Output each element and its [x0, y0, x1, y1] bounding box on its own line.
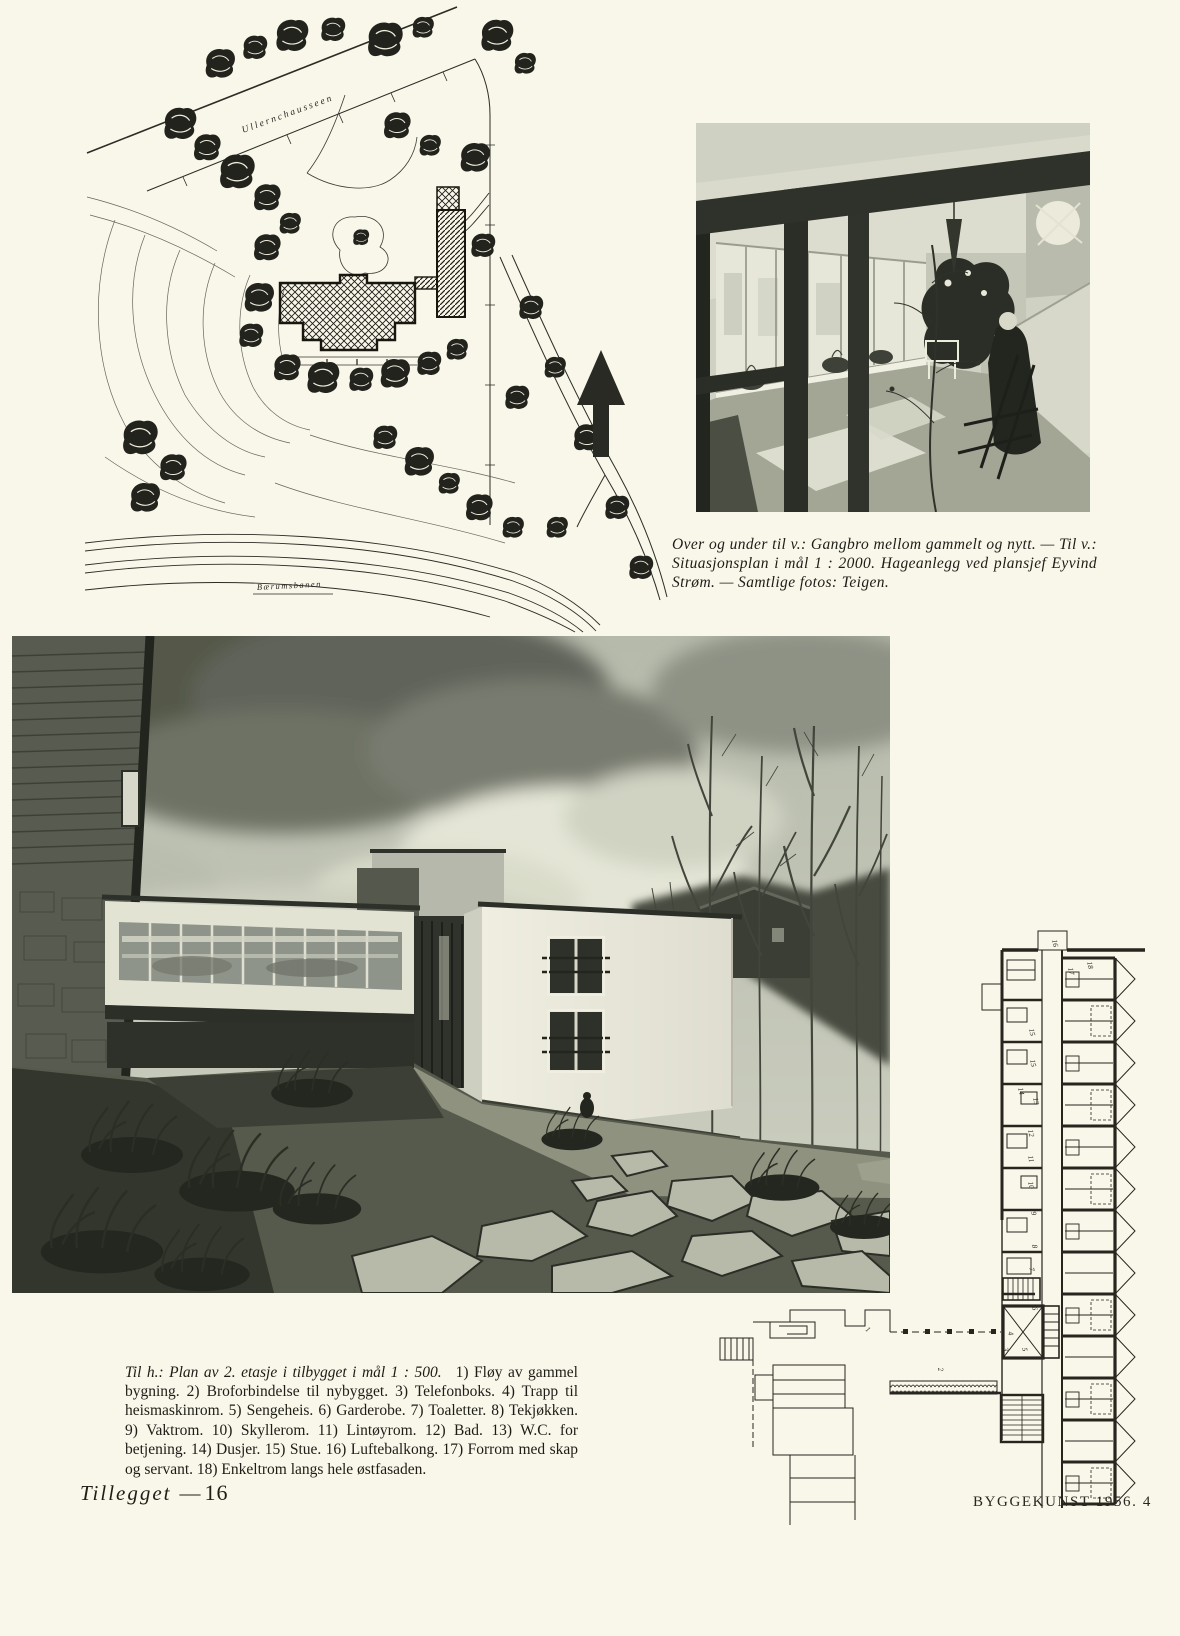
old-building-footprint [280, 275, 415, 350]
property-boundary [475, 59, 495, 525]
room-label: 10 [1026, 1180, 1037, 1190]
room-label: 7 [1027, 1266, 1037, 1273]
footer-section-title [80, 1480, 229, 1506]
room-label: 15 [1028, 1058, 1039, 1068]
room-label: 9 [1029, 1210, 1039, 1217]
room-label: 16 [1050, 938, 1061, 948]
room-label: 5 [1020, 1346, 1030, 1353]
floor-plan-caption-legend: 1) Fløy av gammel bygning. 2) Broforbindelse til nybygget. 3) Telefonboks. 4) Trapp til heismaskinrom. 5) Sengeheis. 6) Garderobe. 7) Toaletter. 8) Tekjøkken. 9) Vaktrom. 10) Skyllerom. 11) Lintøyrom. 12) Bad. 13) W.C. for betjening. 14) Dusjer. 15) Stue. 16) Luftebalkong. 17) Forrom med skap og servant. 18) Enkeltrom langs hele østfasaden. [125, 1363, 578, 1478]
room-label: 13 [1031, 1096, 1042, 1106]
room-number-labels [864, 939, 1096, 1373]
bridge-footprint [415, 277, 437, 289]
room-label: 17 [1066, 966, 1077, 976]
floor-plan-caption-lead: Til h.: Plan av 2. etasje i tilbygget i mål 1 : 500. [125, 1363, 442, 1381]
street-label: Ullernchausseen [240, 93, 336, 136]
building-footprints [280, 187, 465, 350]
room-label: 14 [1016, 1086, 1027, 1096]
railway-lines [85, 534, 600, 632]
footer-journal-section: Tillegget [80, 1481, 172, 1505]
footer-dash: — [179, 1481, 201, 1505]
room-label: 15 [1027, 1027, 1038, 1037]
gangbro-interior-photo [696, 123, 1090, 512]
footer-page-number: 16 [204, 1480, 229, 1505]
new-wing-footprint [437, 210, 465, 317]
room-label: 11 [1026, 1154, 1037, 1164]
room-label: 2 [936, 1366, 946, 1373]
room-label: 3 [1001, 1346, 1011, 1353]
floor-plan-drawing [695, 860, 1180, 1550]
room-label: 18 [1085, 960, 1096, 970]
top-photo-caption: Over og under til v.: Gangbro mellom gammelt og nytt. — Til v.: Situasjonsplan i mål 1 : 2000. Hageanlegg ved plansjef Eyvind Strøm. — Samtlige fotos: Teigen. [672, 535, 1097, 592]
floor-plan-caption [125, 1363, 578, 1479]
room-label: 12 [1026, 1128, 1037, 1138]
room-label: 8 [1030, 1243, 1040, 1250]
room-label: 4 [1006, 1330, 1016, 1337]
glass-bridge [102, 897, 420, 1028]
footer-journal-issue: BYGGEKUNST 1956. 4 [973, 1494, 1152, 1510]
room-label: 6 [1030, 1305, 1040, 1312]
site-plan-drawing [85, 5, 670, 633]
room-label: 1 [863, 1324, 873, 1334]
railway-label: Bærumsbanen [256, 578, 323, 592]
